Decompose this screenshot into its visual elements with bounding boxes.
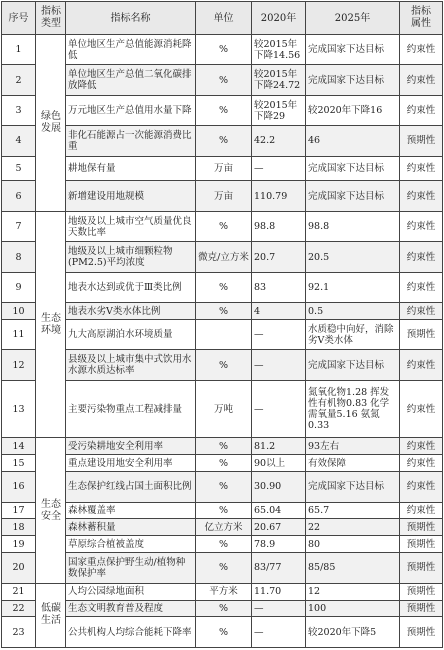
value-2020: 4	[252, 303, 306, 320]
value-2020: —	[252, 320, 306, 350]
table-row	[2, 211, 443, 241]
table-row	[2, 156, 443, 181]
category-cell	[36, 211, 66, 437]
table-row	[2, 519, 443, 536]
value-2020: 110.79	[252, 181, 306, 211]
header-name: 指标名称	[66, 2, 196, 35]
row-number: 10	[2, 303, 36, 320]
indicator-name: 单位地区生产总值二氧化碳排放降低	[66, 65, 196, 95]
category-label: 低碳生活	[41, 603, 61, 627]
indicator-name: 新增建设用地规模	[66, 181, 196, 211]
indicator-attribute: 预期性	[400, 320, 443, 350]
indicator-unit: %	[196, 303, 252, 320]
table-row	[2, 242, 443, 272]
value-2020: 83/77	[252, 553, 306, 583]
value-2020: 较2015年下降24.72	[252, 65, 306, 95]
indicator-name: 地级及以上城市空气质量优良天数比率	[66, 211, 196, 241]
indicator-name: 受污染耕地安全利用率	[66, 438, 196, 455]
value-2020: —	[252, 617, 306, 648]
indicator-attribute: 约束性	[400, 455, 443, 472]
row-number: 15	[2, 455, 36, 472]
value-2020: 78.9	[252, 536, 306, 553]
indicator-unit: %	[196, 65, 252, 95]
table-header	[2, 2, 443, 35]
value-2020: 较2015年下降29	[252, 95, 306, 125]
value-2020: 30.90	[252, 472, 306, 502]
indicator-unit: %	[196, 272, 252, 302]
indicator-attribute: 预期性	[400, 583, 443, 600]
table-row	[2, 583, 443, 600]
value-2025: 完成国家下达目标	[306, 35, 400, 65]
value-2025: 92.1	[306, 272, 400, 302]
row-number: 20	[2, 553, 36, 583]
indicator-unit: %	[196, 472, 252, 502]
value-2025: 85/85	[306, 553, 400, 583]
row-number: 13	[2, 380, 36, 437]
value-2025: 98.8	[306, 211, 400, 241]
indicator-name: 地级及以上城市细颗粒物(PM2.5)平均浓度	[66, 242, 196, 272]
value-2020: —	[252, 600, 306, 617]
indicator-attribute: 预期性	[400, 600, 443, 617]
table-row	[2, 502, 443, 519]
indicator-attribute: 约束性	[400, 65, 443, 95]
category-label: 生态安全	[41, 498, 61, 522]
indicator-name: 森林覆盖率	[66, 502, 196, 519]
value-2025: 较2020年下降5	[306, 617, 400, 648]
header-unit: 单位	[196, 2, 252, 35]
table-row	[2, 181, 443, 211]
indicator-name: 单位地区生产总值能源消耗降低	[66, 35, 196, 65]
value-2020: —	[252, 380, 306, 437]
table-row	[2, 65, 443, 95]
value-2020: 20.7	[252, 242, 306, 272]
table-row	[2, 303, 443, 320]
table-row	[2, 617, 443, 648]
indicator-attribute: 约束性	[400, 156, 443, 181]
header-no: 序号	[2, 2, 36, 35]
indicator-unit: %	[196, 502, 252, 519]
value-2020: 90以上	[252, 455, 306, 472]
row-number: 6	[2, 181, 36, 211]
row-number: 9	[2, 272, 36, 302]
row-number: 7	[2, 211, 36, 241]
indicator-unit: %	[196, 35, 252, 65]
table-row	[2, 438, 443, 455]
indicator-attribute: 约束性	[400, 95, 443, 125]
indicator-unit: 万亩	[196, 156, 252, 181]
indicator-unit: %	[196, 536, 252, 553]
row-number: 2	[2, 65, 36, 95]
category-cell	[36, 583, 66, 647]
row-number: 14	[2, 438, 36, 455]
indicator-attribute: 预期性	[400, 536, 443, 553]
indicator-attribute: 约束性	[400, 272, 443, 302]
row-number: 5	[2, 156, 36, 181]
table-row	[2, 35, 443, 65]
value-2025: 65.7	[306, 502, 400, 519]
table-row	[2, 320, 443, 350]
indicator-unit: %	[196, 126, 252, 156]
row-number: 4	[2, 126, 36, 156]
row-number: 12	[2, 350, 36, 380]
header-attr	[400, 2, 443, 35]
indicator-name: 草原综合植被盖度	[66, 536, 196, 553]
table-row	[2, 272, 443, 302]
indicator-unit: 亿立方米	[196, 519, 252, 536]
indicator-unit: %	[196, 438, 252, 455]
value-2025: 完成国家下达目标	[306, 472, 400, 502]
indicator-unit	[196, 320, 252, 350]
indicator-attribute: 约束性	[400, 502, 443, 519]
indicator-name: 国家重点保护野生动/植物种数保护率	[66, 553, 196, 583]
value-2020: 20.67	[252, 519, 306, 536]
table-row	[2, 126, 443, 156]
row-number: 21	[2, 583, 36, 600]
header-category	[36, 2, 66, 35]
table-row	[2, 350, 443, 380]
indicator-name: 公共机构人均综合能耗下降率	[66, 617, 196, 648]
indicator-attribute: 预期性	[400, 553, 443, 583]
value-2020: 11.70	[252, 583, 306, 600]
category-label: 绿色发展	[41, 110, 61, 134]
table-row	[2, 95, 443, 125]
table-body	[2, 35, 443, 648]
indicator-unit: 平方米	[196, 583, 252, 600]
table-row	[2, 600, 443, 617]
indicator-attribute: 约束性	[400, 242, 443, 272]
value-2020: 98.8	[252, 211, 306, 241]
indicator-unit: 微克/立方米	[196, 242, 252, 272]
indicator-attribute: 约束性	[400, 303, 443, 320]
indicator-unit: %	[196, 617, 252, 648]
value-2020: 81.2	[252, 438, 306, 455]
header-2025: 2025年	[306, 2, 400, 35]
value-2025: 20.5	[306, 242, 400, 272]
row-number: 23	[2, 617, 36, 648]
indicator-unit: %	[196, 211, 252, 241]
row-number: 8	[2, 242, 36, 272]
value-2020: —	[252, 156, 306, 181]
indicator-unit: %	[196, 600, 252, 617]
header-category-label: 指标类型	[41, 6, 61, 29]
row-number: 3	[2, 95, 36, 125]
indicator-name: 森林蓄积量	[66, 519, 196, 536]
value-2025: 80	[306, 536, 400, 553]
row-number: 16	[2, 472, 36, 502]
indicator-name: 生态保护红线占国土面积比例	[66, 472, 196, 502]
indicator-name: 主要污染物重点工程减排量	[66, 380, 196, 437]
value-2025: 12	[306, 583, 400, 600]
value-2025: 完成国家下达目标	[306, 65, 400, 95]
indicator-attribute: 约束性	[400, 350, 443, 380]
row-number: 19	[2, 536, 36, 553]
indicator-attribute: 约束性	[400, 380, 443, 437]
header-2020: 2020年	[252, 2, 306, 35]
value-2025: 22	[306, 519, 400, 536]
value-2020: 65.04	[252, 502, 306, 519]
indicator-attribute: 约束性	[400, 472, 443, 502]
indicator-name: 重点建设用地安全利用率	[66, 455, 196, 472]
value-2025: 有效保障	[306, 455, 400, 472]
indicator-attribute: 约束性	[400, 35, 443, 65]
indicator-table	[1, 1, 443, 648]
value-2025: 较2020年下降16	[306, 95, 400, 125]
indicator-attribute: 约束性	[400, 438, 443, 455]
indicator-unit: %	[196, 95, 252, 125]
value-2025: 完成国家下达目标	[306, 181, 400, 211]
indicator-attribute: 预期性	[400, 126, 443, 156]
indicator-attribute: 约束性	[400, 181, 443, 211]
row-number: 18	[2, 519, 36, 536]
row-number: 22	[2, 600, 36, 617]
value-2025: 完成国家下达目标	[306, 350, 400, 380]
indicator-name: 地表水达到或优于Ⅲ类比例	[66, 272, 196, 302]
indicator-name: 生态文明教育普及程度	[66, 600, 196, 617]
value-2025: 氮氧化物1.28 挥发性有机物0.83 化学需氧量5.16 氨氮0.33	[306, 380, 400, 437]
indicator-name: 人均公园绿地面积	[66, 583, 196, 600]
header-attr-label: 指标属性	[411, 6, 431, 29]
row-number: 1	[2, 35, 36, 65]
value-2020: 42.2	[252, 126, 306, 156]
row-number: 17	[2, 502, 36, 519]
category-cell	[36, 438, 66, 583]
indicator-unit: 万吨	[196, 380, 252, 437]
indicator-name: 非化石能源占一次能源消费比重	[66, 126, 196, 156]
value-2025: 完成国家下达目标	[306, 156, 400, 181]
row-number: 11	[2, 320, 36, 350]
table-row	[2, 553, 443, 583]
table-row	[2, 380, 443, 437]
value-2020: 83	[252, 272, 306, 302]
indicator-name: 万元地区生产总值用水量下降	[66, 95, 196, 125]
category-cell	[36, 35, 66, 212]
value-2025: 水质稳中向好，消除劣Ⅴ类水体	[306, 320, 400, 350]
indicator-unit: %	[196, 350, 252, 380]
indicator-name: 地表水劣Ⅴ类水体比例	[66, 303, 196, 320]
indicator-unit: %	[196, 553, 252, 583]
indicator-attribute: 预期性	[400, 617, 443, 648]
table-row	[2, 536, 443, 553]
table-row	[2, 455, 443, 472]
indicator-attribute: 预期性	[400, 519, 443, 536]
indicator-name: 县级及以上城市集中式饮用水水源水质达标率	[66, 350, 196, 380]
indicator-unit: %	[196, 455, 252, 472]
value-2020: 较2015年下降14.56	[252, 35, 306, 65]
indicator-name: 耕地保有量	[66, 156, 196, 181]
table-row	[2, 472, 443, 502]
value-2025: 0.5	[306, 303, 400, 320]
indicator-name: 九大高原湖泊水环境质量	[66, 320, 196, 350]
value-2025: 100	[306, 600, 400, 617]
category-label: 生态环境	[41, 312, 61, 336]
value-2020: —	[252, 350, 306, 380]
indicator-attribute: 约束性	[400, 211, 443, 241]
indicator-unit: 万亩	[196, 181, 252, 211]
value-2025: 93左右	[306, 438, 400, 455]
value-2025: 46	[306, 126, 400, 156]
